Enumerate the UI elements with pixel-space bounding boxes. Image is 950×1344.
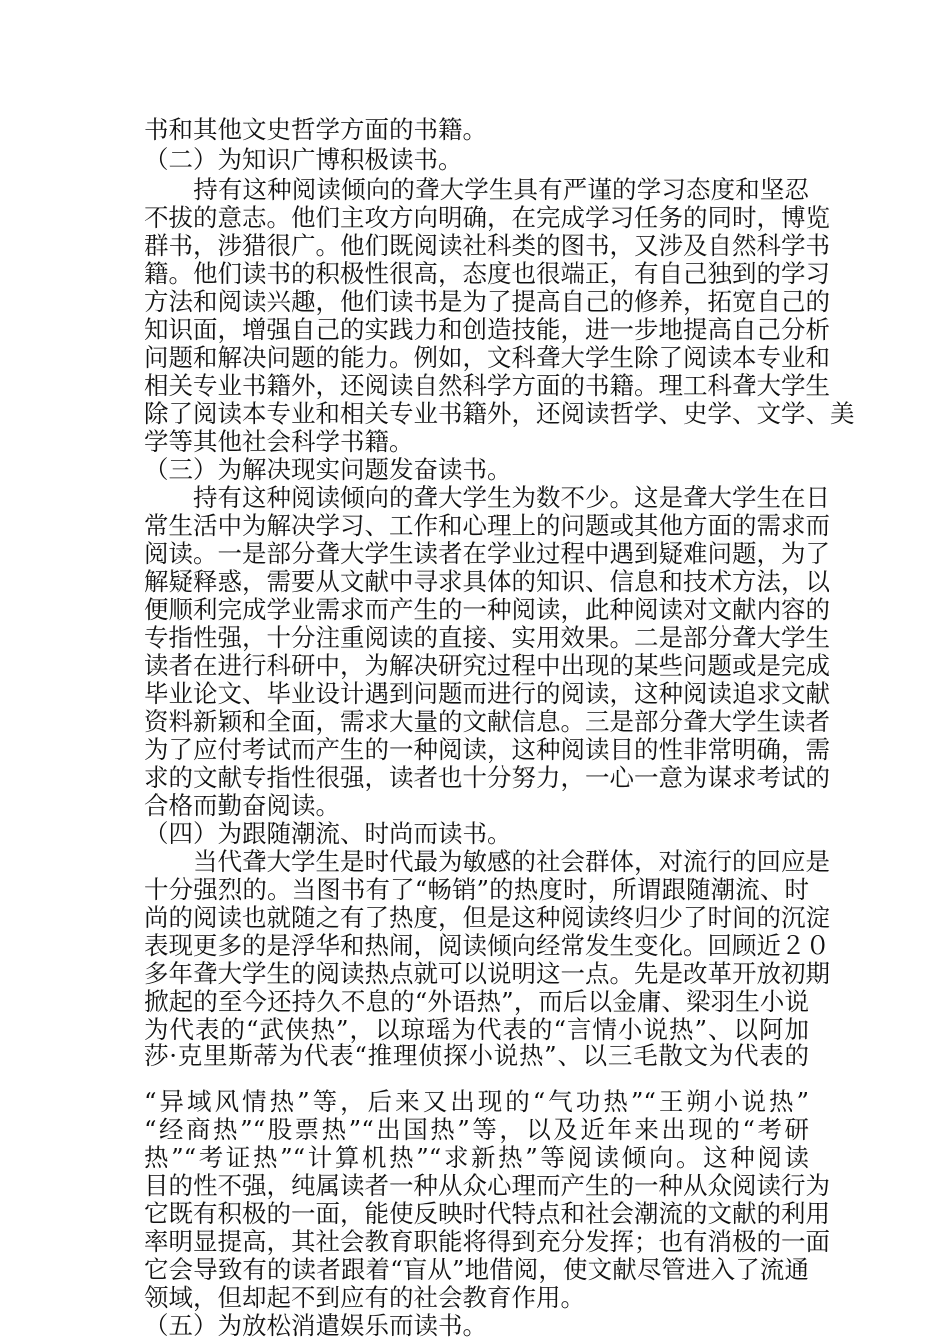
text-line: 除了阅读本专业和相关专业书籍外，还阅读哲学、史学、文学、美	[144, 399, 855, 428]
text-line: “经商热”“股票热”“出国热”等，以及近年来出现的“考研	[144, 1115, 809, 1144]
text-line: 热”“考证热”“计算机热”“求新热”等阅读倾向。这种阅读	[144, 1143, 809, 1172]
text-line: 持有这种阅读倾向的聋大学生为数不少。这是聋大学生在日	[144, 483, 830, 512]
text-line: 领域，但却起不到应有的社会教育作用。	[144, 1283, 585, 1312]
text-line: 掀起的至今还持久不息的“外语热”，而后以金庸、梁羽生小说	[144, 987, 809, 1016]
text-line: 学等其他社会科学书籍。	[144, 427, 414, 456]
text-line: 资料新颖和全面，需求大量的文献信息。三是部分聋大学生读者	[144, 707, 830, 736]
text-line: 为代表的“武侠热”，以琼瑶为代表的“言情小说热”、以阿加	[144, 1015, 809, 1044]
text-line: 毕业论文、毕业设计遇到问题而进行的阅读，这种阅读追求文献	[144, 679, 830, 708]
text-line: 求的文献专指性很强，读者也十分努力，一心一意为谋求考试的	[144, 763, 830, 792]
section-heading: （五）为放松消遣娱乐而读书。	[144, 1311, 487, 1340]
text-line: 解疑释惑，需要从文献中寻求具体的知识、信息和技术方法，以	[144, 567, 830, 596]
text-line: 目的性不强，纯属读者一种从众心理而产生的一种从众阅读行为	[144, 1171, 830, 1200]
text-line: 莎·克里斯蒂为代表“推理侦探小说热”、以三毛散文为代表的	[144, 1041, 809, 1070]
text-line: “异域风情热”等，后来又出现的“气功热”“王朔小说热”	[144, 1087, 809, 1116]
text-line: 率明显提高，其社会教育职能将得到充分发挥；也有消极的一面	[144, 1227, 830, 1256]
text-line: 籍。他们读书的积极性很高，态度也很端正，有自己独到的学习	[144, 259, 830, 288]
section-heading: （二）为知识广博积极读书。	[144, 145, 463, 174]
section-heading: （四）为跟随潮流、时尚而读书。	[144, 819, 512, 848]
text-line: 书和其他文史哲学方面的书籍。	[144, 115, 487, 144]
text-line: 专指性强，十分注重阅读的直接、实用效果。二是部分聋大学生	[144, 623, 830, 652]
text-line: 当代聋大学生是时代最为敏感的社会群体，对流行的回应是	[144, 847, 830, 876]
text-line: 十分强烈的。当图书有了“畅销”的热度时，所谓跟随潮流、时	[144, 875, 809, 904]
text-line: 尚的阅读也就随之有了热度，但是这种阅读终归少了时间的沉淀	[144, 903, 830, 932]
text-line: 持有这种阅读倾向的聋大学生具有严谨的学习态度和坚忍	[144, 175, 809, 204]
text-line: 阅读。一是部分聋大学生读者在学业过程中遇到疑难问题，为了	[144, 539, 830, 568]
text-line: 便顺利完成学业需求而产生的一种阅读，此种阅读对文献内容的	[144, 595, 830, 624]
text-line: 相关专业书籍外，还阅读自然科学方面的书籍。理工科聋大学生	[144, 371, 830, 400]
text-line: 不拔的意志。他们主攻方向明确，在完成学习任务的同时，博览	[144, 203, 830, 232]
text-line: 表现更多的是浮华和热闹，阅读倾向经常发生变化。回顾近２０	[144, 931, 830, 960]
text-line: 它既有积极的一面，能使反映时代特点和社会潮流的文献的利用	[144, 1199, 830, 1228]
text-line: 知识面，增强自己的实践力和创造技能，进一步地提高自己分析	[144, 315, 830, 344]
section-heading: （三）为解决现实问题发奋读书。	[144, 455, 512, 484]
text-line: 它会导致有的读者跟着“盲从”地借阅，使文献尽管进入了流通	[144, 1255, 809, 1284]
text-line: 多年聋大学生的阅读热点就可以说明这一点。先是改革开放初期	[144, 959, 830, 988]
text-line: 群书，涉猎很广。他们既阅读社科类的图书，又涉及自然科学书	[144, 231, 830, 260]
text-line: 合格而勤奋阅读。	[144, 791, 340, 820]
text-line: 为了应付考试而产生的一种阅读，这种阅读目的性非常明确，需	[144, 735, 830, 764]
text-line: 方法和阅读兴趣，他们读书是为了提高自己的修养，拓宽自己的	[144, 287, 830, 316]
text-line: 读者在进行科研中，为解决研究过程中出现的某些问题或是完成	[144, 651, 830, 680]
text-line: 常生活中为解决学习、工作和心理上的问题或其他方面的需求而	[144, 511, 830, 540]
text-line: 问题和解决问题的能力。例如，文科聋大学生除了阅读本专业和	[144, 343, 830, 372]
